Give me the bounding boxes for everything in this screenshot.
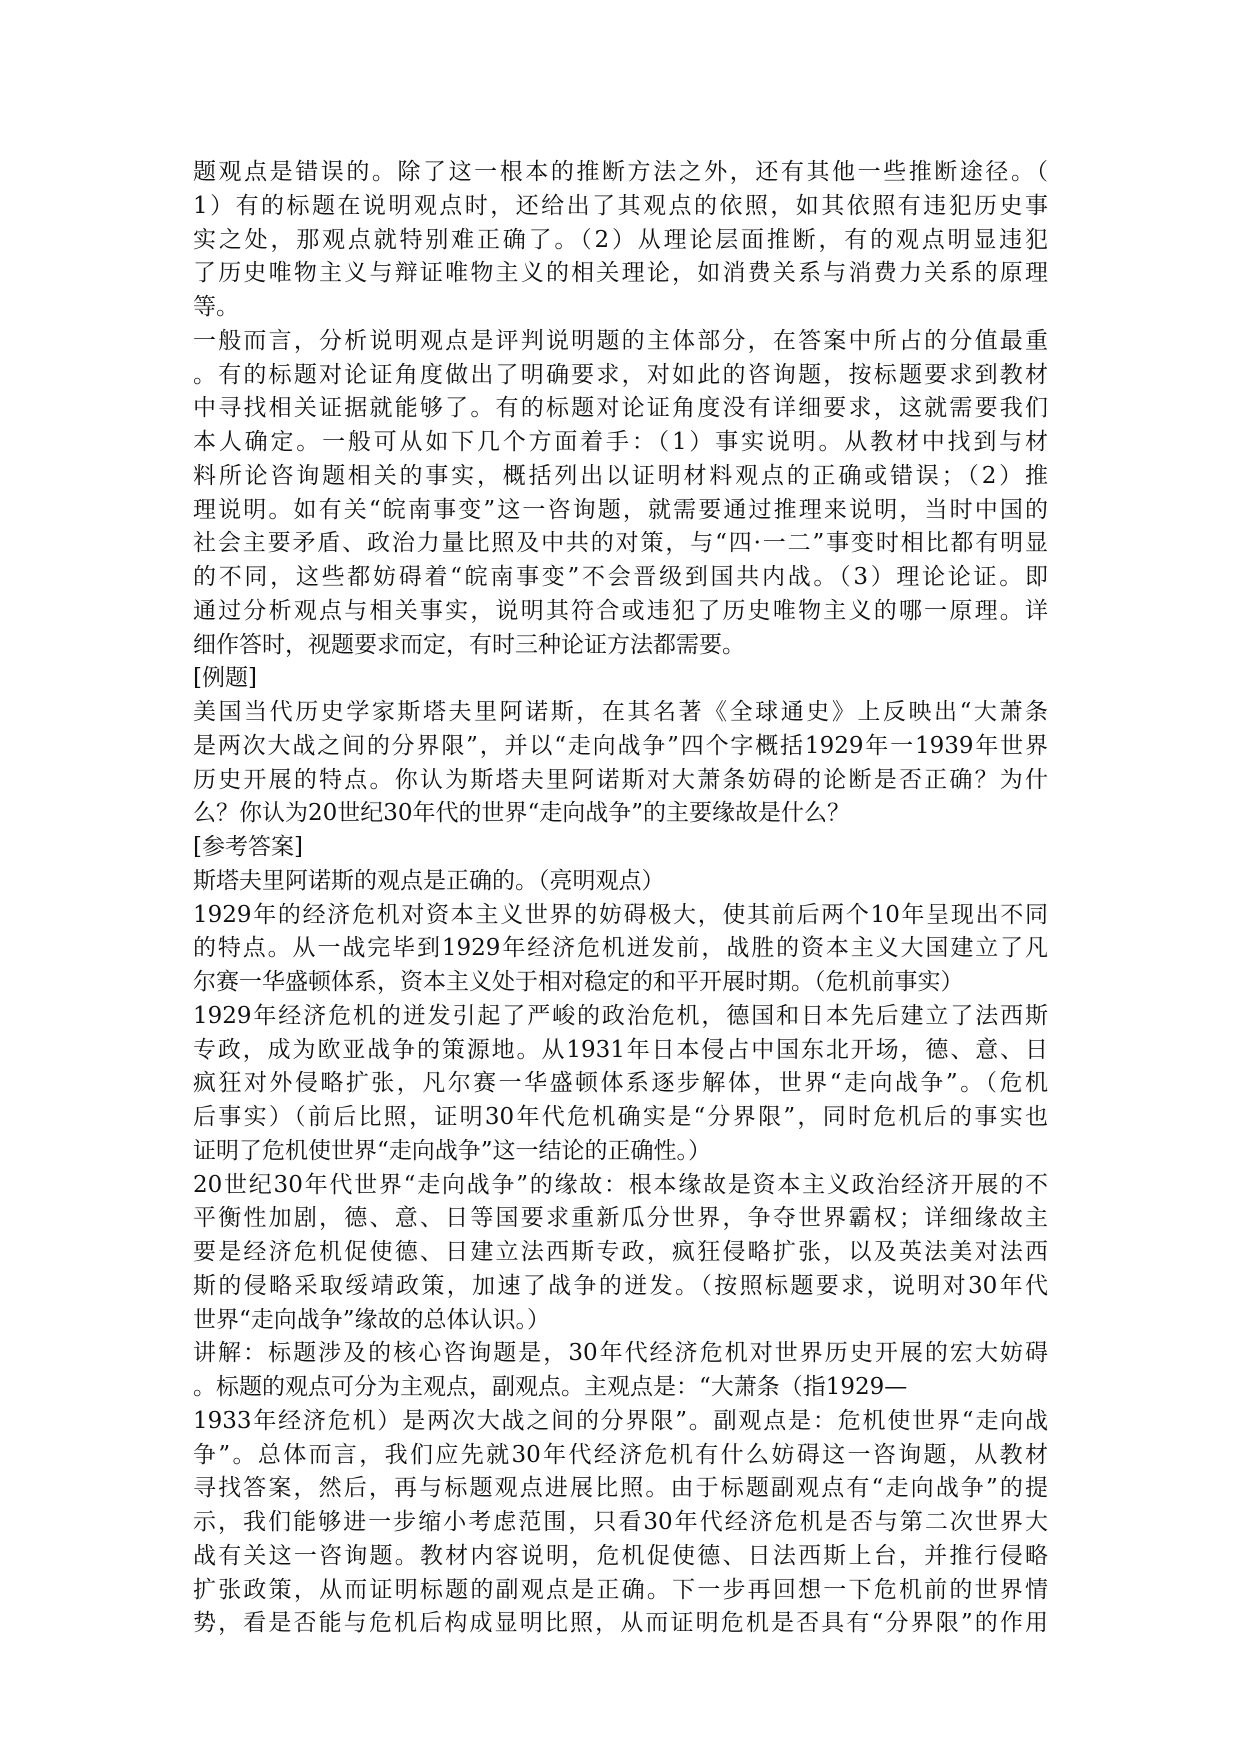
text-line: 1）有的标题在说明观点时，还给出了其观点的依照，如其依照有违犯历史事 <box>193 192 1048 219</box>
text-line: 料所论咨询题相关的事实，概括列出以证明材料观点的正确或错误；（2）推 <box>193 462 1048 489</box>
text-line: 战有关这一咨询题。教材内容说明，危机促使德、日法西斯上台，并推行侵略 <box>193 1542 1048 1569</box>
text-line: 中寻找相关证据就能够了。有的标题对论证角度没有详细要求，这就需要我们 <box>193 395 1048 422</box>
text-line: 历史开展的特点。你认为斯塔夫里阿诺斯对大萧条妨碍的论断是否正确？为什 <box>193 766 1048 793</box>
text-line: 势，看是否能与危机后构成显明比照，从而证明危机是否具有“分界限”的作用 <box>193 1610 1048 1637</box>
text-line: 社会主要矛盾、政治力量比照及中共的对策，与“四·一二”事变时相比都有明显 <box>193 530 1048 557</box>
text-line: 本人确定。一般可从如下几个方面着手：（1）事实说明。从教材中找到与材 <box>193 429 1048 455</box>
document-body <box>193 156 1048 1641</box>
text-line: [例题] <box>193 665 257 692</box>
text-line: 讲解：标题涉及的核心咨询题是，30年代经济危机对世界历史开展的宏大妨碍 <box>193 1340 1048 1367</box>
text-line: 一般而言，分析说明观点是评判说明题的主体部分，在答案中所占的分值最重 <box>193 327 1048 354</box>
text-line: 实之处，那观点就特别难正确了。（2）从理论层面推断，有的观点明显违犯 <box>193 226 1048 253</box>
text-line: 要是经济危机促使德、日建立法西斯专政，疯狂侵略扩张，以及英法美对法西 <box>193 1239 1048 1265</box>
text-line: 1929年的经济危机对资本主义世界的妨碍极大，使其前后两个10年呈现出不同 <box>193 901 1048 928</box>
text-line: 么？你认为20世纪30年代的世界“走向战争”的主要缘故是什么？ <box>193 800 851 827</box>
text-line: 20世纪30年代世界“走向战争”的缘故：根本缘故是资本主义政治经济开展的不 <box>193 1171 1048 1198</box>
text-line: 的不同，这些都妨碍着“皖南事变”不会晋级到国共内战。（3）理论论证。即 <box>193 564 1048 590</box>
text-line: 题观点是错误的。除了这一根本的推断方法之外，还有其他一些推断途径。（ <box>193 159 1048 185</box>
text-line: 寻找答案，然后，再与标题观点进展比照。由于标题副观点有“走向战争”的提 <box>193 1475 1048 1502</box>
text-line: 示，我们能够进一步缩小考虑范围，只看30年代经济危机是否与第二次世界大 <box>193 1509 1048 1535</box>
text-line: 世界“走向战争”缘故的总体认识。） <box>193 1306 551 1333</box>
text-line: 争”。总体而言，我们应先就30年代经济危机有什么妨碍这一咨询题，从教材 <box>193 1441 1048 1468</box>
text-line: 斯塔夫里阿诺斯的观点是正确的。（亮明观点） <box>193 867 665 894</box>
text-line: 扩张政策，从而证明标题的副观点是正确。下一步再回想一下危机前的世界情 <box>193 1576 1048 1603</box>
text-line: 了历史唯物主义与辩证唯物主义的相关理论，如消费关系与消费力关系的原理 <box>193 260 1048 287</box>
text-line: 证明了危机使世界“走向战争”这一结论的正确性。） <box>193 1137 712 1164</box>
text-line: 斯的侵略采取绥靖政策，加速了战争的迸发。（按照标题要求，说明对30年代 <box>193 1272 1048 1299</box>
text-line: 专政，成为欧亚战争的策源地。从1931年日本侵占中国东北开场，德、意、日 <box>193 1036 1048 1063</box>
text-line: 1929年经济危机的迸发引起了严峻的政治危机，德国和日本先后建立了法西斯 <box>193 1002 1048 1029</box>
text-line: 。标题的观点可分为主观点，副观点。主观点是：“大萧条（指1929— <box>193 1374 908 1400</box>
text-line: 平衡性加剧，德、意、日等国要求重新瓜分世界，争夺世界霸权；详细缘故主 <box>193 1205 1048 1232</box>
text-line: 细作答时，视题要求而定，有时三种论证方法都需要。 <box>193 631 745 658</box>
text-line: [参考答案] <box>193 834 303 860</box>
text-line: 1933年经济危机）是两次大战之间的分界限”。副观点是：危机使世界“走向战 <box>193 1407 1048 1434</box>
text-line: 美国当代历史学家斯塔夫里阿诺斯，在其名著《全球通史》上反映出“大萧条 <box>193 699 1048 725</box>
text-line: 理说明。如有关“皖南事变”这一咨询题，就需要通过推理来说明，当时中国的 <box>193 496 1048 523</box>
text-line: 疯狂对外侵略扩张，凡尔赛一华盛顿体系逐步解体，世界“走向战争”。（危机 <box>193 1070 1048 1097</box>
text-line: 的特点。从一战完毕到1929年经济危机迸发前，战胜的资本主义大国建立了凡 <box>193 935 1048 962</box>
text-line: 后事实）（前后比照，证明30年代危机确实是“分界限”，同时危机后的事实也 <box>193 1104 1048 1130</box>
text-line: 通过分析观点与相关事实，说明其符合或违犯了历史唯物主义的哪一原理。详 <box>193 597 1048 624</box>
text-line: 尔赛一华盛顿体系，资本主义处于相对稳定的和平开展时期。（危机前事实） <box>193 969 964 995</box>
text-line: 等。 <box>193 294 239 320</box>
text-line: 。有的标题对论证角度做出了明确要求，对如此的咨询题，按标题要求到教材 <box>193 361 1048 388</box>
text-line: 是两次大战之间的分界限”，并以“走向战争”四个字概括1929年一1939年世界 <box>193 732 1048 759</box>
